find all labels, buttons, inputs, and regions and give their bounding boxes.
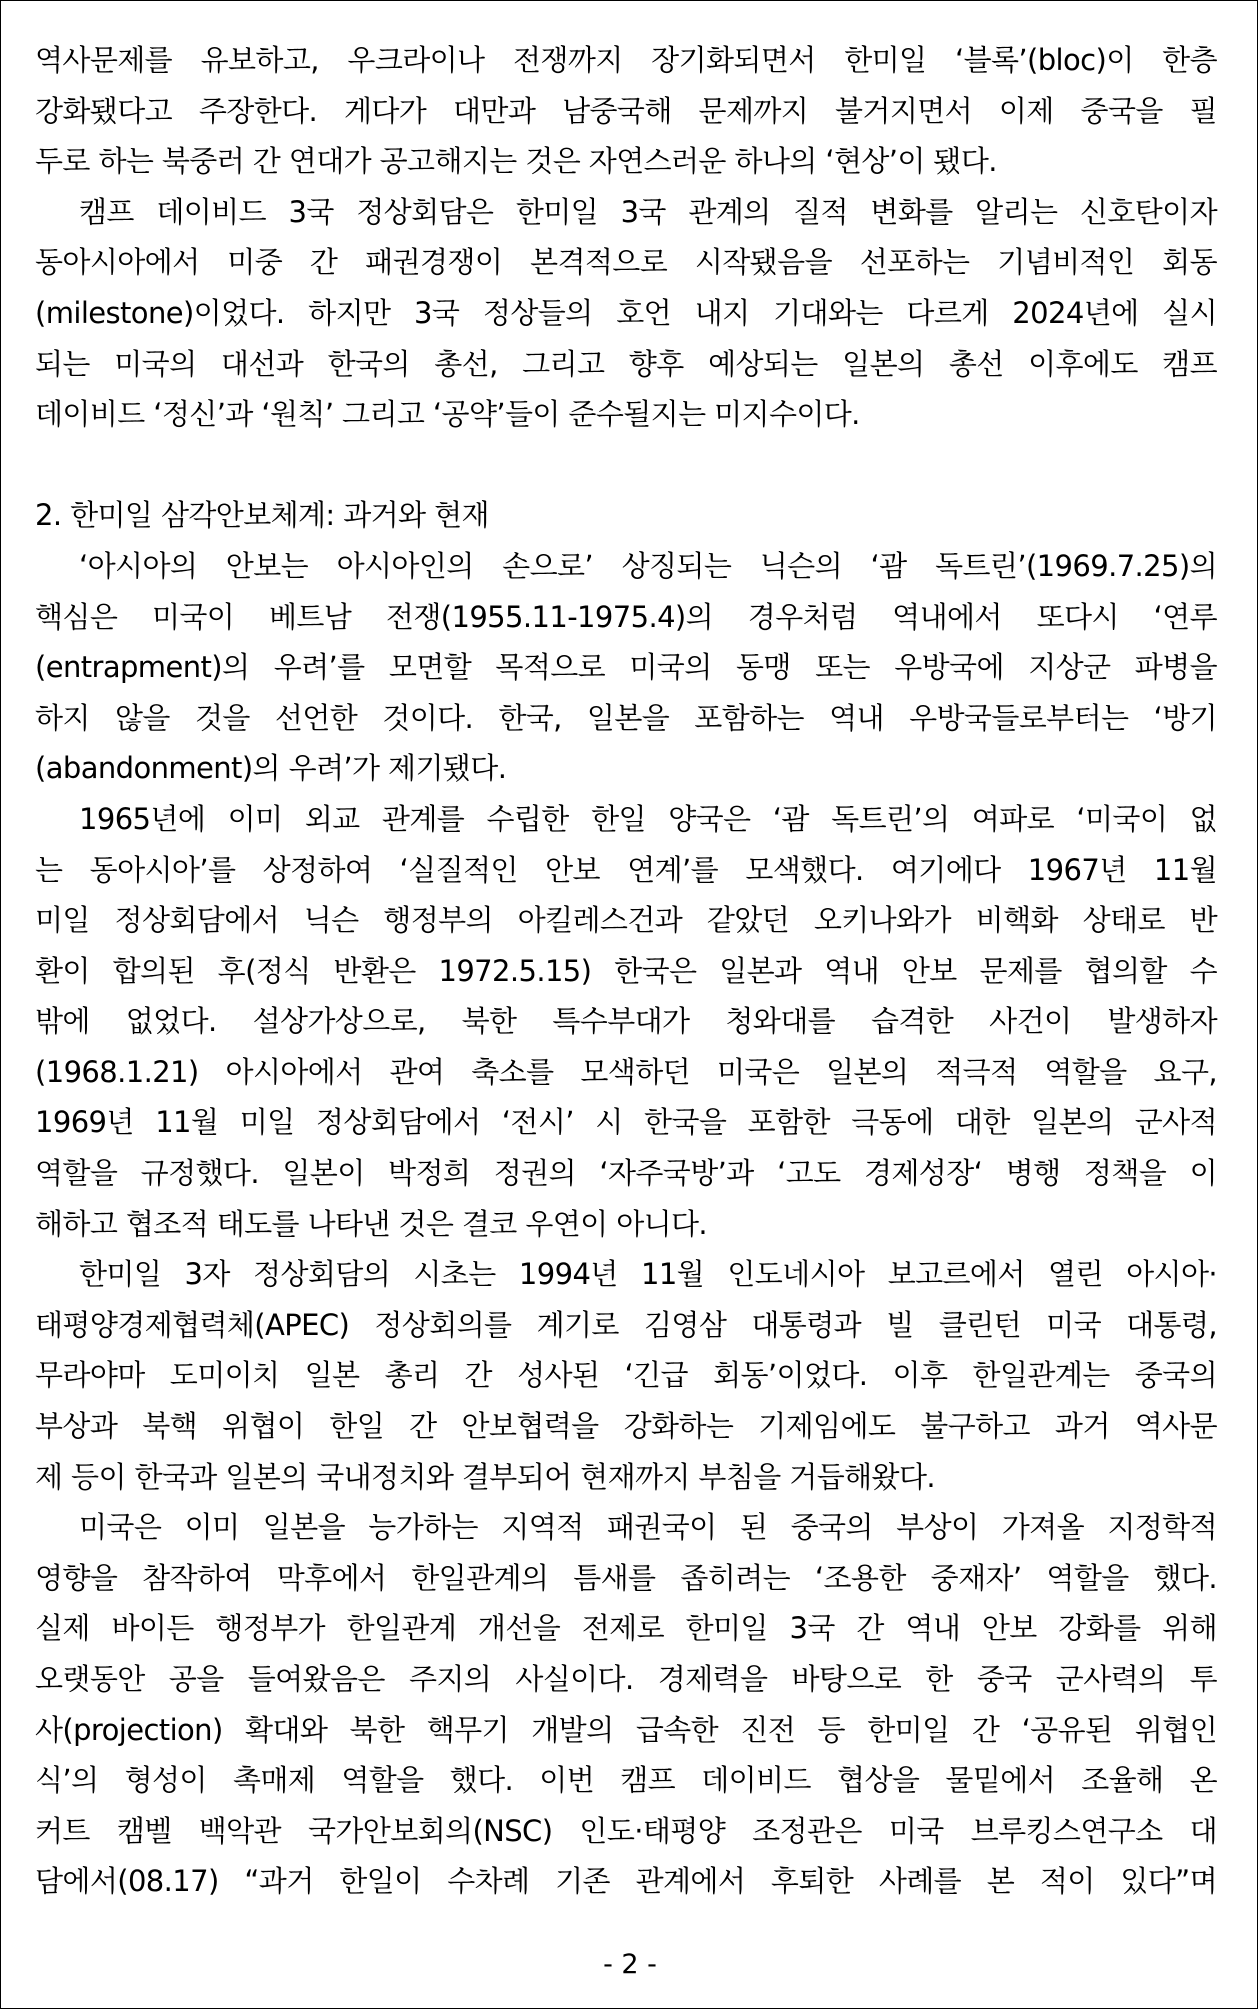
text-line: 동아시아에서 미중 간 패권경쟁이 본격적으로 시작됐음을 선포하는 기념비적인 회동 [35,245,1217,280]
text-line: 영향을 참작하여 막후에서 한일관계의 틈새를 좁히려는 ‘조용한 중재자’ 역할을 했다. [35,1560,1217,1595]
page-number: - 2 - [603,1949,657,1980]
text-line: 한미일 3자 정상회담의 시초는 1994년 11월 인도네시아 보고르에서 열린 아시아· [79,1257,1217,1292]
text-line: 커트 캠벨 백악관 국가안보회의(NSC) 인도·태평양 조정관은 미국 브루킹스연구소 대 [35,1813,1217,1848]
section-heading: 2. 한미일 삼각안보체계: 과거와 현재 [35,498,489,533]
text-line: 실제 바이든 행정부가 한일관계 개선을 전제로 한미일 3국 간 역내 안보 강화를 위해 [35,1611,1217,1646]
text-line: (1968.1.21) 아시아에서 관여 축소를 모색하던 미국은 일본의 적극적 역할을 요구, [35,1054,1217,1089]
text-line: 는 동아시아’를 상정하여 ‘실질적인 안보 연계’를 모색했다. 여기에다 1967년 11월 [35,852,1217,887]
text-line: 해하고 협조적 태도를 나타낸 것은 결코 우연이 아니다. [35,1206,708,1241]
text-line: 제 등이 한국과 일본의 국내정치와 결부되어 현재까지 부침을 거듭해왔다. [35,1459,935,1494]
text-line: 식’의 형성이 촉매제 역할을 했다. 이번 캠프 데이비드 협상을 물밑에서 조율해 온 [35,1763,1217,1798]
text-line: 하지 않을 것을 선언한 것이다. 한국, 일본을 포함하는 역내 우방국들로부터는 ‘방기 [35,700,1217,735]
text-line: 되는 미국의 대선과 한국의 총선, 그리고 향후 예상되는 일본의 총선 이후에도 캠프 [35,346,1217,381]
text-line: ‘아시아의 안보는 아시아인의 손으로’ 상징되는 닉슨의 ‘괌 독트린’(1969.7.25)의 [79,548,1217,583]
text-line: 데이비드 ‘정신’과 ‘원칙’ 그리고 ‘공약’들이 준수될지는 미지수이다. [35,397,860,432]
document-body [35,35,1217,1907]
text-line: 두로 하는 북중러 간 연대가 공고해지는 것은 자연스러운 하나의 ‘현상’이 됐다. [35,144,997,179]
text-line: 환이 합의된 후(정식 반환은 1972.5.15) 한국은 일본과 역내 안보 문제를 협의할 수 [35,953,1217,988]
text-line: 사(projection) 확대와 북한 핵무기 개발의 급속한 진전 등 한미일 간 ‘공유된 위협인 [35,1712,1217,1747]
text-line: (milestone)이었다. 하지만 3국 정상들의 호언 내지 기대와는 다르게 2024년에 실시 [35,295,1217,330]
text-line: 1965년에 이미 외교 관계를 수립한 한일 양국은 ‘괌 독트린’의 여파로 ‘미국이 없 [79,801,1217,836]
text-line: 핵심은 미국이 베트남 전쟁(1955.11-1975.4)의 경우처럼 역내에서 또다시 ‘연루 [35,599,1217,634]
text-line: 미일 정상회담에서 닉슨 행정부의 아킬레스건과 같았던 오키나와가 비핵화 상태로 반 [35,903,1217,938]
text-line: (entrapment)의 우려’를 모면할 목적으로 미국의 동맹 또는 우방국에 지상군 파병을 [35,650,1217,685]
blank-line [35,440,1217,491]
text-line: 담에서(08.17) “과거 한일이 수차례 기존 관계에서 후퇴한 사례를 본 적이 있다”며 [35,1864,1217,1899]
text-line: 역사문제를 유보하고, 우크라이나 전쟁까지 장기화되면서 한미일 ‘블록’(bloc)이 한층 [35,43,1217,77]
text-line: 태평양경제협력체(APEC) 정상회의를 계기로 김영삼 대통령과 빌 클린턴 미국 대통령, [35,1307,1217,1342]
text-line: 강화됐다고 주장한다. 게다가 대만과 남중국해 문제까지 불거지면서 이제 중국을 필 [35,93,1217,128]
text-line: 무라야마 도미이치 일본 총리 간 성사된 ‘긴급 회동’이었다. 이후 한일관계는 중국의 [35,1358,1217,1393]
text-line: 오랫동안 공을 들여왔음은 주지의 사실이다. 경제력을 바탕으로 한 중국 군사력의 투 [35,1662,1217,1696]
text-line: 밖에 없었다. 설상가상으로, 북한 특수부대가 청와대를 습격한 사건이 발생하자 [35,1004,1217,1039]
text-line: 미국은 이미 일본을 능가하는 지역적 패권국이 된 중국의 부상이 가져올 지정학적 [79,1510,1217,1545]
text-line: 캠프 데이비드 3국 정상회담은 한미일 3국 관계의 질적 변화를 알리는 신호탄이자 [79,194,1217,229]
text-line: 부상과 북핵 위협이 한일 간 안보협력을 강화하는 기제임에도 불구하고 과거 역사문 [35,1409,1217,1444]
text-line: (abandonment)의 우려’가 제기됐다. [35,751,507,786]
text-line: 역할을 규정했다. 일본이 박정희 정권의 ‘자주국방’과 ‘고도 경제성장‘ 병행 정책을 이 [35,1156,1217,1191]
text-line: 1969년 11월 미일 정상회담에서 ‘전시’ 시 한국을 포함한 극동에 대한 일본의 군사적 [35,1105,1217,1140]
